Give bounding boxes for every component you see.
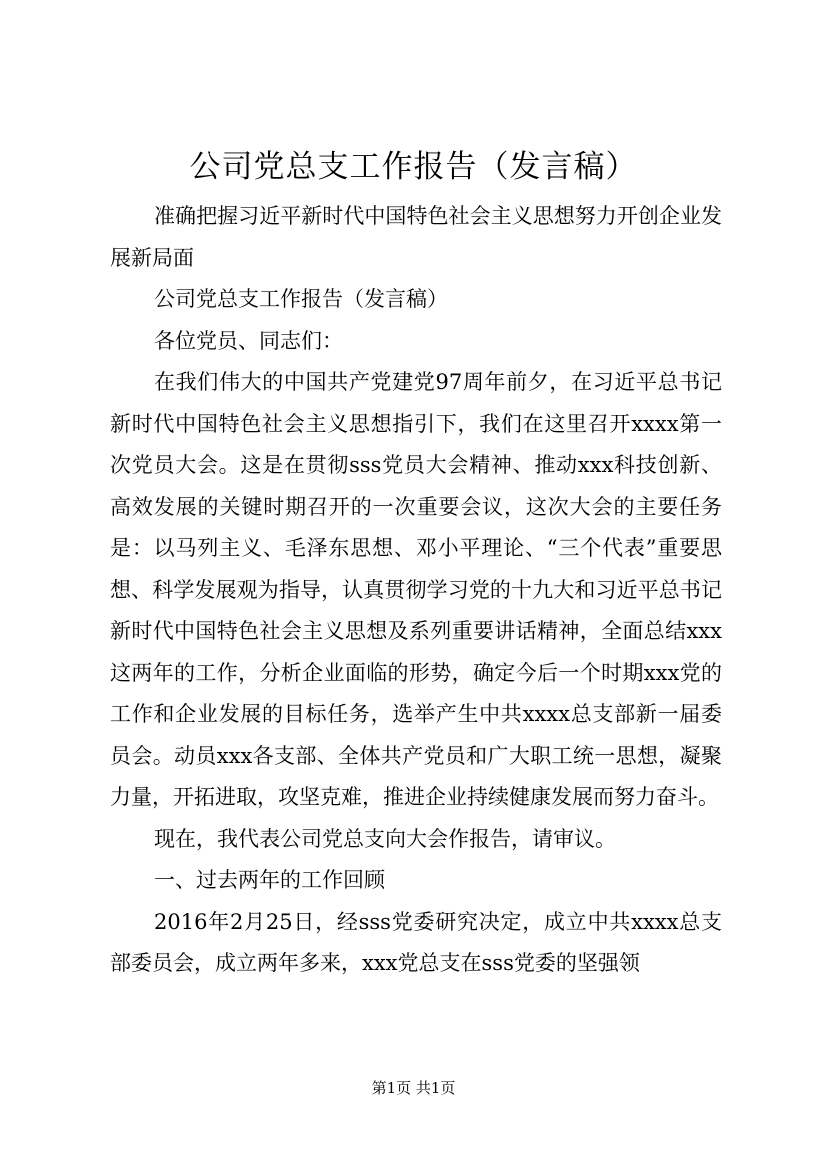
paragraph-introduction: 在我们伟大的中国共产党建党97周年前夕，在习近平总书记新时代中国特色社会主义思想指引下，我们在这里召开xxxx第一次党员大会。这是在贯彻sss党员大会精神、推动xxx科技创新、高效发展的关键时期召开的一次重要会议，这次大会的主要任务是：以马列主义、毛泽东思想、邓小平理论、“三个代表”重要思想、科学发展观为指导，认真贯彻学习党的十九大和习近平总书记新时代中国特色社会主义思想及系列重要讲话精神，全面总结xxx这两年的工作，分析企业面临的形势，确定今后一个时期xxx党的工作和企业发展的目标任务，选举产生中共xxxx总支部新一届委员会。动员xxx各支部、全体共产党员和广大职工统一思想，凝聚力量，开拓进取，攻坚克难，推进企业持续健康发展而努力奋斗。 (110, 370, 722, 809)
paragraph-salutation: 各位党员、同志们： (154, 328, 343, 353)
paragraph-review-start: 2016年2月25日，经sss党委研究决定，成立中共xxxx总支部委员会，成立两年多来，xxx党总支在sss党委的坚强领 (110, 909, 722, 975)
section-heading-review: 一、过去两年的工作回顾 (154, 868, 385, 892)
paragraph-report-statement: 现在，我代表公司党总支向大会作报告，请审议。 (154, 826, 616, 851)
document-body (110, 196, 722, 985)
paragraph-subtitle: 准确把握习近平新时代中国特色社会主义思想努力开创企业发展新局面 (110, 204, 722, 270)
page-number-footer: 第1页 共1页 (371, 1079, 456, 1097)
paragraph-report-heading: 公司党总支工作报告（发言稿） (154, 287, 448, 311)
document-title: 公司党总支工作报告（发言稿） (189, 149, 638, 185)
